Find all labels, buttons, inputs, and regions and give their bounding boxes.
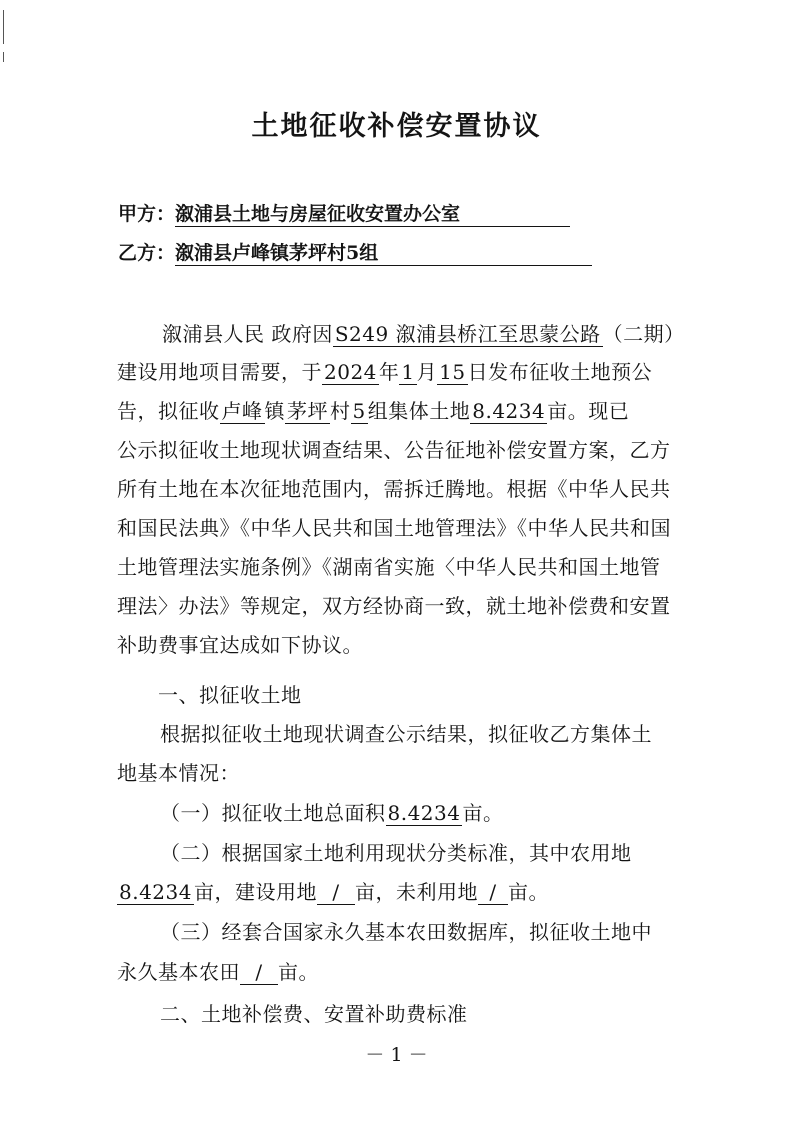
intro-line-4: 公示拟征收土地现状调查结果、公告征地补偿安置方案，乙方 [117, 438, 671, 462]
town-name: 卢峰 [221, 399, 263, 423]
basic-farmland-area: / [240, 960, 278, 985]
announce-year: 2024 [324, 360, 377, 384]
party-b-value: 溆浦县卢峰镇茅坪村5组 [175, 238, 592, 266]
group-number: 5 [352, 399, 366, 423]
section1-item-1: （一）拟征收土地总面积 8.4234 亩。 [160, 801, 504, 825]
scan-edge-mark [3, 52, 4, 62]
intro-line-8: 理法〉办法》等规定，双方经协商一致，就土地补偿费和安置 [117, 594, 671, 618]
party-a-label: 甲方： [118, 203, 176, 225]
intro-line-7: 土地管理法实施条例》《湖南省实施〈中华人民共和国土地管 [117, 555, 661, 579]
announce-day: 15 [439, 360, 466, 384]
section2-heading: 二、土地补偿费、安置补助费标准 [160, 1002, 468, 1026]
section1-para-line-1: 根据拟征收土地现状调查公示结果，拟征收乙方集体土 [160, 722, 652, 746]
section1-heading: 一、拟征收土地 [158, 683, 302, 707]
intro-line-5: 所有土地在本次征地范围内，需拆迁腾地。根据《中华人民共 [117, 477, 671, 501]
intro-line-6: 和国民法典》《中华人民共和国土地管理法》《中华人民共和国 [117, 516, 671, 540]
party-a-value: 溆浦县土地与房屋征收安置办公室 [175, 199, 570, 227]
project-name: S249 溆浦县桥江至思蒙公路 [334, 322, 601, 346]
page-number: － 1 － [365, 1044, 428, 1066]
party-a [118, 199, 570, 227]
intro-line-1: 溆浦县人民 政府因 S249 溆浦县桥江至思蒙公路 （二期） [162, 322, 685, 346]
section1-item-3-line-2: 永久基本农田 / 亩。 [117, 960, 319, 984]
section1-para-line-2: 地基本情况： [117, 761, 240, 785]
section1-item-2-line-2: 8.4234 亩，建设用地 / 亩，未利用地 / 亩。 [119, 880, 549, 904]
total-area: 8.4234 [472, 399, 546, 423]
party-b-label: 乙方： [118, 242, 176, 264]
item1-area: 8.4234 [387, 801, 461, 825]
village-name: 茅坪 [287, 399, 328, 423]
construction-land-area: / [317, 880, 355, 905]
scan-edge-mark [3, 10, 4, 44]
intro-line-3: 告，拟征收 卢峰 镇 茅坪 村 5 组集体土地 8.4234 亩。现已 [117, 399, 630, 423]
intro-line-9: 补助费事宜达成如下协议。 [117, 633, 363, 657]
document-title: 土地征收补偿安置协议 [251, 111, 542, 142]
announce-month: 1 [401, 360, 415, 384]
intro-line-2: 建设用地项目需要，于 2024 年 1 月 15 日发布征收土地预公 [117, 360, 653, 384]
section1-item-3-line-1: （三）经套合国家永久基本农田数据库，拟征收土地中 [160, 920, 652, 944]
farmland-area: 8.4234 [119, 880, 192, 904]
party-b [118, 238, 592, 266]
unused-land-area: / [478, 880, 508, 905]
section1-item-2-line-1: （二）根据国家土地利用现状分类标准，其中农用地 [160, 841, 632, 865]
